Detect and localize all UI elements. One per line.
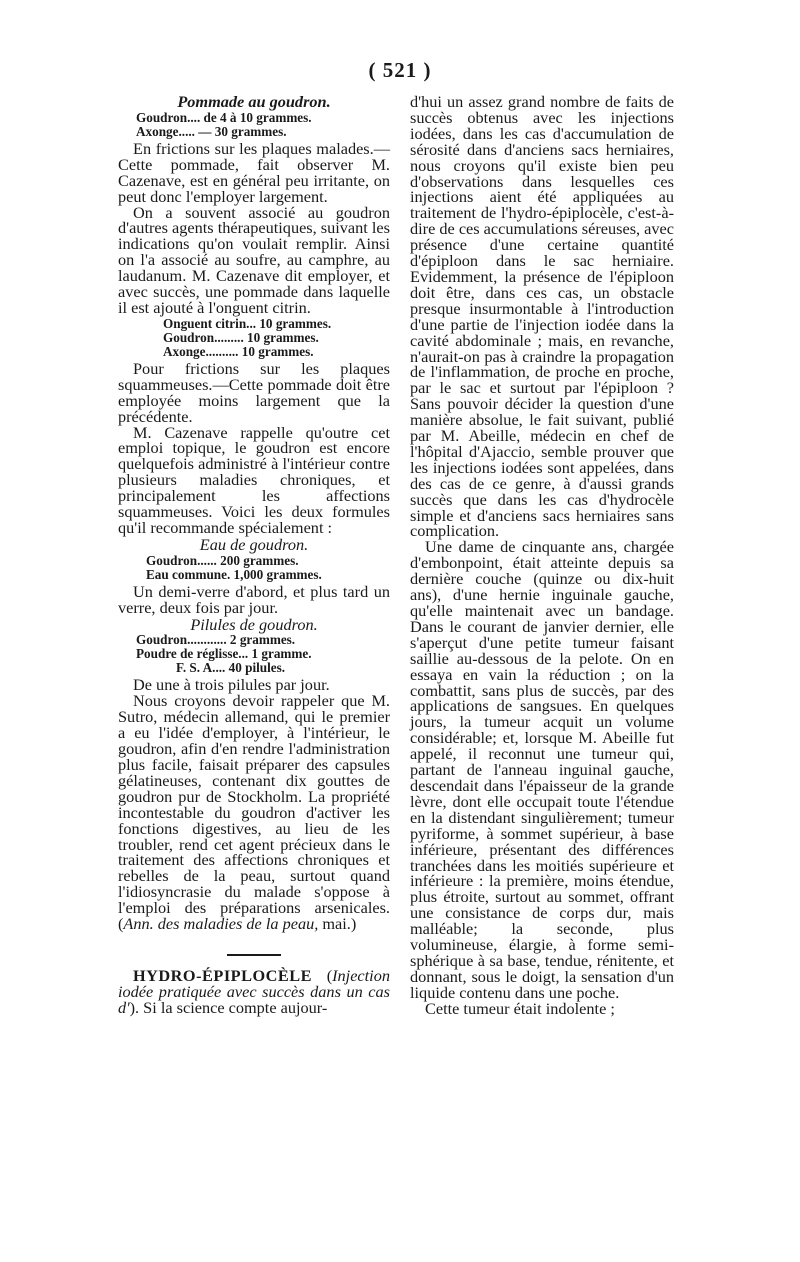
right-column [410, 94, 674, 1017]
recipe-title-eau: Eau de goudron. [199, 534, 309, 554]
formula-line: Goudron...... 200 grammes. [146, 552, 299, 568]
formula-line: Poudre de réglisse... 1 gramme. [136, 646, 312, 662]
formula-pommade [118, 111, 390, 139]
formula-line: Onguent citrin... 10 grammes. [163, 315, 332, 331]
paragraph: d'hui un assez grand nombre de faits de succès obtenus avec les injections iodées, dans les cas d'accumulation de sérosité dans d'anciens sacs herniaires, nous croyons qu'il existe bien peu d'observations dans lesquelles ces injections aient été appliquées au traitement de l'hydro-épiplocèle, c'est-à-dire de ces accumulations séreuses, avec présence d'une certaine quantité d'épiploon dans le sac herniaire. Evidemment, la présence de l'épiploon doit être, dans ces cas, un obstacle presque insurmontable à l'introduction d'une partie de l'injection iodée dans la cavité abdominale ; mais, en revanche, n'aurait-on pas à craindre la propagation de l'inflammation, de proche en proche, par le sac et surtout par l'épiploon ? Sans pouvoir décider la question d'une manière absolue, le fait suivant, publié par M. Abeille, médecin en chef de l'hôpital d'Ajaccio, semble prouver que les injections iodées sont appelées, dans des cas de ce genre, à d'aussi grands succès que dans les cas d'hydrocèle simple et d'anciens sacs herniaires sans complication. [410, 92, 674, 541]
recipe-title-pommade: Pommade au goudron. [177, 92, 331, 111]
formula-line: Goudron......... 10 grammes. [163, 329, 319, 345]
section-divider [227, 954, 281, 956]
formula-line: Axonge.......... 10 grammes. [163, 343, 314, 359]
paragraph: De une à trois pilules par jour. [133, 675, 330, 695]
paragraph: Une dame de cinquante ans, chargée d'embonpoint, était atteinte depuis sa dernière couche (quinze ou dix-huit ans), d'une hernie inguinale gauche, qu'elle maintenait avec un bandage. Dans le courant de janvier dernier, elle s'aperçut d'une petite tumeur faisant saillie au-dessous de la pelote. On en essaya en vain la réduction ; on la combattit, sans plus de succès, par des applications de sangsues. En quelques jours, la tumeur acquit un volume considérable; et, lorsque M. Abeille fut appelé, il reconnut une tumeur qui, partant de l'anneau inguinal gauche, descendait dans l'épaisseur de la grande lèvre, dont elle occupait toute l'étendue en la distendant singulièrement; tumeur pyriforme, à sommet supérieur, à base inférieure, présentant des différences tranchées dans les moitiés supérieure et inférieure : la première, moins étendue, plus étroite, surtout au sommet, offrant une consistance de corps dur, mais malléable; la seconde, plus volumineuse, élargie, à forme semi-sphérique à sa base, tendue, rénitente, et donnant, sous le doigt, la sensation d'un liquide contenu dans une poche. [410, 537, 674, 1002]
section-heading: HYDRO-ÉPIPLOCÈLE [133, 965, 312, 985]
paragraph-text: ). Si la science compte aujour- [129, 997, 328, 1017]
recipe-title-pilules: Pilules de goudron. [190, 614, 318, 634]
formula-eau [118, 554, 390, 582]
formula-line: Goudron............ 2 grammes. [136, 632, 296, 648]
left-column [118, 94, 390, 1016]
formula-line: F. S. A.... 40 pilules. [176, 660, 286, 676]
citation: Ann. des maladies de la peau, [123, 914, 319, 934]
paragraph: Pour frictions sur les plaques squammeuses.—Cette pommade doit être employée moins largement que la précédente. [118, 358, 390, 426]
section-paragraph [118, 965, 390, 1017]
paragraph: On a souvent associé au goudron d'autres agents thérapeutiques, suivant les indications qu'on voulait remplir. Ainsi on l'a associé au soufre, au camphre, au laudanum. M. Cazenave dit employer, et avec succès, une pommade dans laquelle il est ajouté à l'onguent citrin. [118, 202, 390, 317]
paragraph-text: Nous croyons devoir rappeler que M. Sutro, médecin allemand, qui le premier a eu l'idée d'employer, à l'intérieur, le goudron, afin d'en rendre l'administration plus facile, faisait préparer des capsules gélatineuses, contenant dix gouttes de goudron pur de Stockholm. La propriété incontestable du goudron d'activer les fonctions digestives, au lieu de les troubler, rend cet agent précieux dans le traitement des affections chroniques et rebelles de la peau, surtout quand l'idiosyncrasie du malade s'oppose à l'emploi des préparations arsenicales. ( [118, 691, 390, 934]
formula-pilules [118, 633, 390, 675]
formula-line: Axonge..... — 30 grammes. [136, 123, 287, 139]
paragraph: En frictions sur les plaques malades.— Cette pommade, fait observer M. Cazenave, est en général peu irritante, on peut donc l'employer largement. [118, 138, 390, 206]
paragraph: Un demi-verre d'abord, et plus tard un verre, deux fois par jour. [118, 581, 390, 617]
paragraph [118, 693, 390, 932]
formula-onguent [118, 317, 390, 359]
section-subtitle: Injection iodée pratiquée avec succès dans un cas d' [118, 965, 390, 1017]
formula-line: Goudron.... de 4 à 10 grammes. [136, 109, 312, 125]
paragraph: Cette tumeur était indolente ; [425, 998, 615, 1018]
page-number: ( 521 ) [368, 58, 432, 82]
paragraph-text: mai.) [318, 914, 357, 934]
paragraph-text: ( [311, 965, 333, 985]
formula-line: Eau commune. 1,000 grammes. [146, 566, 322, 582]
paragraph: M. Cazenave rappelle qu'outre cet emploi topique, le goudron est encore quelquefois administré à l'intérieur contre plusieurs maladies chroniques, et principalement les affections squammeuses. Voici les deux formules qu'il recommande spécialement : [118, 422, 390, 537]
